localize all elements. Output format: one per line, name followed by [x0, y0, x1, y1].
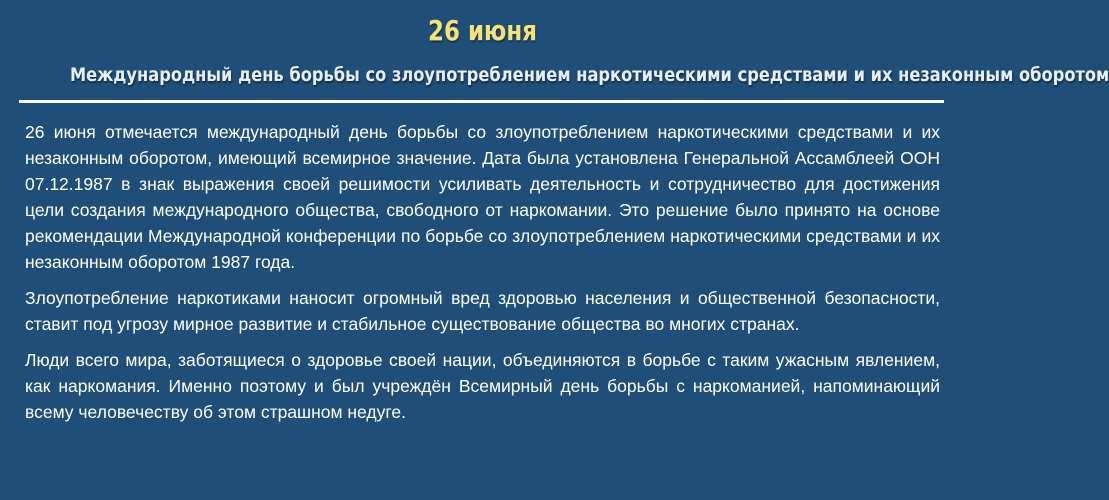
page-date-heading: 26 июня [428, 14, 537, 47]
page-title: Международный день борьбы со злоупотреблением наркотическими средствами и их незаконным оборотом [69, 64, 1109, 86]
paragraph-harm: Злоупотребление наркотиками наносит огромный вред здоровью населения и общественной безопасности, ставит под угрозу мирное развитие и стабильное существование общества во многих странах. [25, 288, 940, 334]
paragraph-intro: 26 июня отмечается международный день борьбы со злоупотреблением наркотическими средствами и их незаконным оборотом, имеющий всемирное значение. Дата была установлена Генеральной Ассамблеей ООН 07.12.1987 в знак выражения своей решимости усиливать деятельность и сотрудничество для достижения цели создания международного общества, свободного от наркомании. Это решение было принято на основе рекомендации Международной конференции по борьбе со злоупотреблением наркотическими средствами и их незаконным оборотом 1987 года. [25, 122, 940, 272]
article-body [25, 119, 940, 435]
paragraph-unity: Люди всего мира, заботящиеся о здоровье своей нации, объединяются в борьбе с таким ужасным явлением, как наркомания. Именно поэтому и был учреждён Всемирный день борьбы с наркоманией, напоминающий всему человечеству об этом страшном недуге. [25, 350, 940, 422]
title-divider [19, 100, 944, 103]
